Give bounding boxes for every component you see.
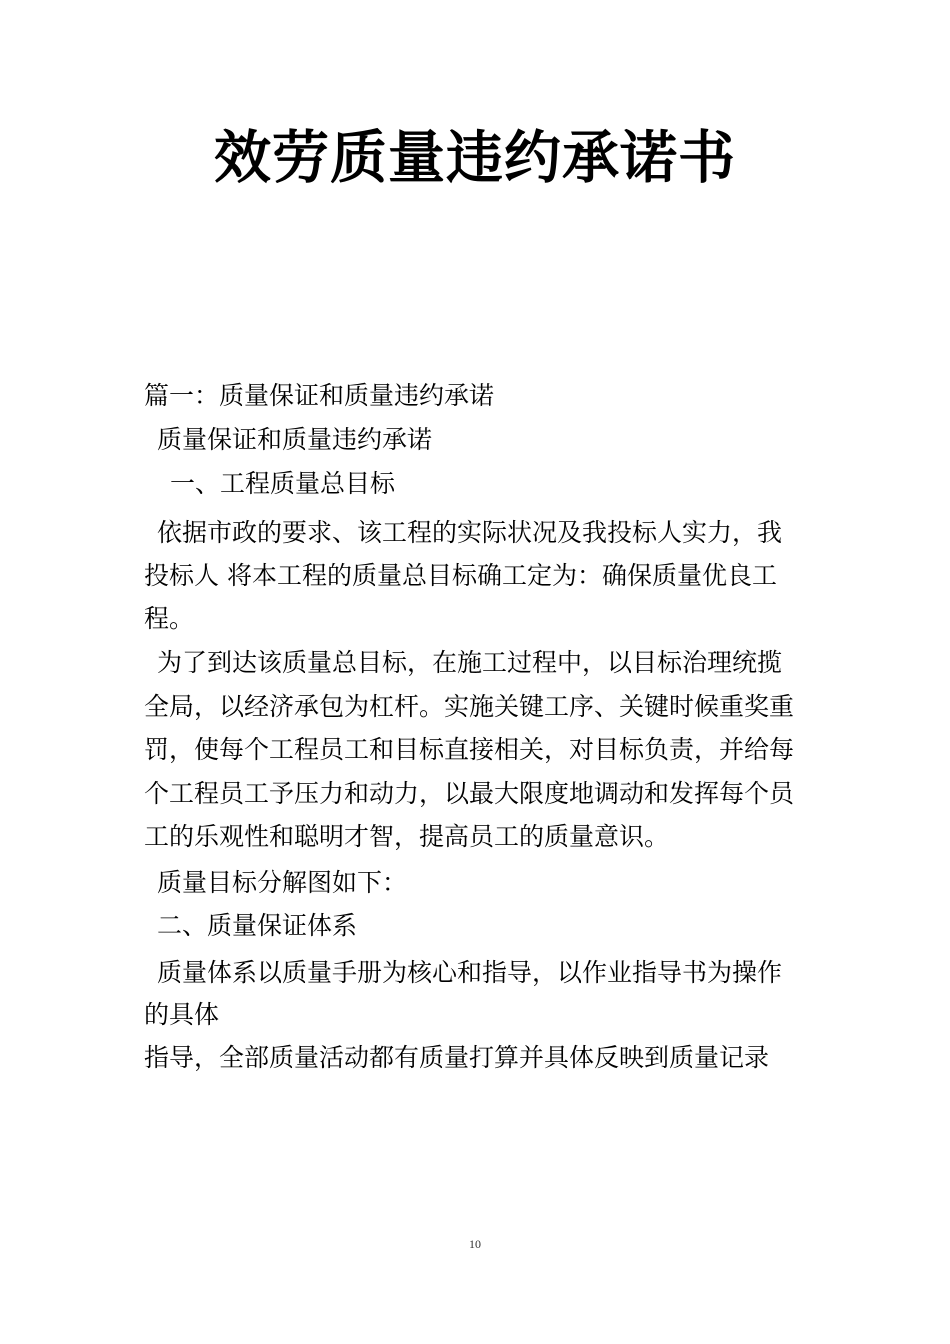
paragraph-line: 投标人 将本工程的质量总目标确工定为：确保质量优良工: [144, 561, 777, 590]
paragraph-line: 指导，全部质量活动都有质量打算并具体反映到质量记录: [144, 1043, 770, 1072]
section-heading-system: 二、质量保证体系: [157, 911, 358, 940]
paragraph-line: 依据市政的要求、该工程的实际状况及我投标人实力，我: [157, 518, 783, 547]
paragraph-line: 为了到达该质量总目标，在施工过程中，以目标治理统揽: [157, 648, 783, 677]
section-subheading: 质量保证和质量违约承诺: [157, 425, 433, 454]
section-heading-goal: 一、工程质量总目标: [170, 469, 396, 498]
paragraph-line: 个工程员工予压力和动力，以最大限度地调动和发挥每个员: [144, 779, 795, 808]
page-number: 10: [469, 1237, 481, 1251]
paragraph-line: 罚，使每个工程员工和目标直接相关，对目标负责，并给每: [144, 735, 795, 764]
paragraph-line: 的具体: [144, 1000, 220, 1029]
section-heading-chapter-1: 篇一：质量保证和质量违约承诺: [144, 381, 495, 410]
paragraph-line: 全局，以经济承包为杠杆。实施关键工序、关键时候重奖重: [144, 692, 795, 721]
paragraph-line: 工的乐观性和聪明才智，提高员工的质量意识。: [144, 822, 670, 851]
paragraph-line: 质量目标分解图如下：: [157, 868, 408, 897]
paragraph-line: 程。: [144, 604, 195, 633]
document-title: 效劳质量违约承诺书: [214, 124, 736, 191]
paragraph-line: 质量体系以质量手册为核心和指导，以作业指导书为操作: [157, 958, 783, 987]
